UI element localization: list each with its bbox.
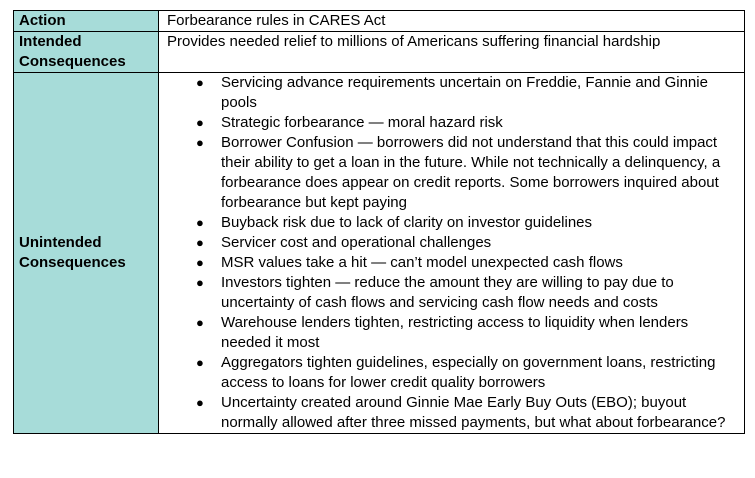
list-item-text: Borrower Confusion — borrowers did not understand that this could impact their ability to get a loan in the future. While not technically a delinquency, a forbearance does appear on credit reports. Some borrowers inquired about forbearance but kept paying [221, 134, 721, 211]
consequences-table-container [13, 10, 745, 434]
intended-consequences-value: Provides needed relief to millions of Americans suffering financial hardship [159, 32, 745, 73]
consequences-table [13, 10, 745, 434]
bullet-icon: ● [196, 355, 204, 370]
unintended-consequences-label: Unintended Consequences [14, 73, 159, 434]
bullet-icon: ● [196, 275, 204, 290]
intended-consequences-label: Intended Consequences [14, 32, 159, 73]
list-item-text: Servicing advance requirements uncertain on Freddie, Fannie and Ginnie pools [221, 74, 708, 111]
list-item [167, 73, 738, 113]
list-item-text: Servicer cost and operational challenges [221, 234, 492, 251]
list-item [167, 393, 738, 433]
action-label: Action [14, 11, 159, 32]
bullet-icon: ● [196, 255, 204, 270]
bullet-icon: ● [196, 75, 204, 90]
list-item [167, 133, 738, 213]
action-value: Forbearance rules in CARES Act [159, 11, 745, 32]
unintended-consequences-cell [159, 73, 745, 434]
list-item [167, 113, 738, 133]
bullet-icon: ● [196, 215, 204, 230]
bullet-icon: ● [196, 395, 204, 410]
bullet-icon: ● [196, 135, 204, 150]
list-item-text: Buyback risk due to lack of clarity on investor guidelines [221, 214, 593, 231]
list-item [167, 233, 738, 253]
list-item [167, 213, 738, 233]
list-item-text: Strategic forbearance — moral hazard risk [221, 114, 503, 131]
unintended-consequences-list [167, 73, 738, 433]
intended-consequences-row [14, 32, 745, 73]
list-item-text: Warehouse lenders tighten, restricting access to liquidity when lenders needed it most [221, 314, 689, 351]
list-item [167, 253, 738, 273]
bullet-icon: ● [196, 235, 204, 250]
list-item-text: Investors tighten — reduce the amount they are willing to pay due to uncertainty of cash flows and servicing cash flow needs and costs [221, 274, 674, 311]
list-item [167, 313, 738, 353]
action-row [14, 11, 745, 32]
list-item-text: MSR values take a hit — can’t model unexpected cash flows [221, 254, 623, 271]
list-item [167, 273, 738, 313]
list-item-text: Uncertainty created around Ginnie Mae Early Buy Outs (EBO); buyout normally allowed after three missed payments, but what about forbearance? [221, 394, 726, 431]
list-item [167, 353, 738, 393]
bullet-icon: ● [196, 115, 204, 130]
unintended-consequences-row [14, 73, 745, 434]
bullet-icon: ● [196, 315, 204, 330]
list-item-text: Aggregators tighten guidelines, especially on government loans, restricting access to loans for lower credit quality borrowers [221, 354, 716, 391]
